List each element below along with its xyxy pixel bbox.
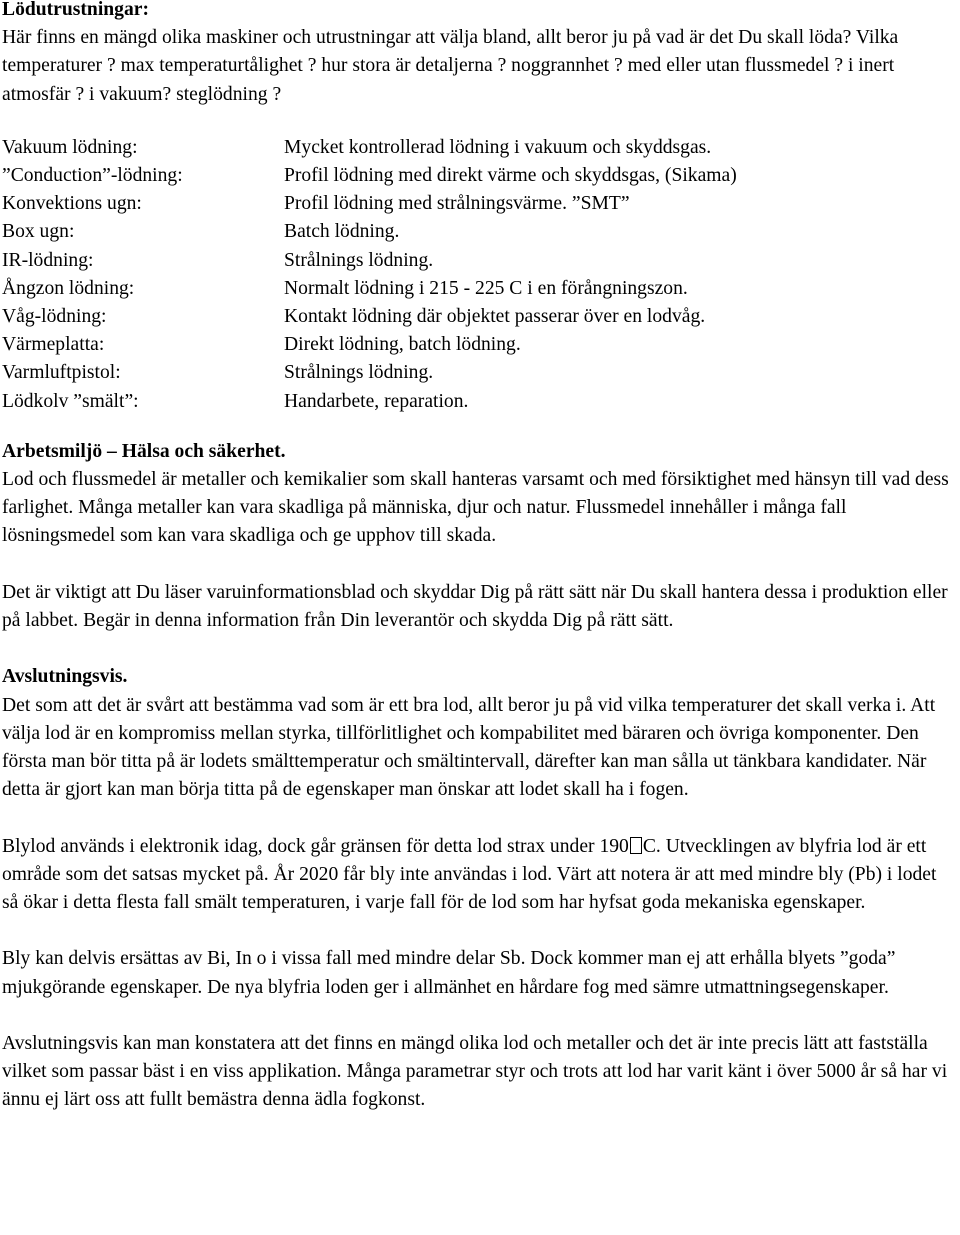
conclusion-paragraph-2 <box>2 833 957 918</box>
intro-text: Här finns en mängd olika maskiner och utrustningar att välja bland, allt beror ju på vad är det Du skall löda? Vilka temperaturer ? max temperaturtålighet ? hur stora är detaljerna ? noggrannhet ? med eller utan flussmedel ? i inert atmosfär ? i vakuum? steglödning ? <box>2 27 899 105</box>
method-term: Box ugn: <box>2 221 75 243</box>
method-desc: Batch lödning. <box>284 221 400 243</box>
intro-heading: Lödutrustningar: <box>2 0 149 20</box>
method-term: ”Conduction”-lödning: <box>2 165 183 187</box>
method-desc: Handarbete, reparation. <box>284 390 469 412</box>
method-desc: Normalt lödning i 215 - 225 C i en förångningszon. <box>284 277 688 299</box>
conclusion-paragraph-2-part-2: C. Utvecklingen av blyfria lod är ett område som det satsas mycket på. År 2020 får bly inte användas i lod. Värt att notera är att med mindre bly (Pb) i lodet så ökar i detta flesta fall smält temperaturen, i varje fall för de lod som har hyfsat goda mekaniska egenskaper. <box>2 835 937 914</box>
method-term: Värmeplatta: <box>2 334 105 356</box>
method-desc: Direkt lödning, batch lödning. <box>284 334 521 356</box>
method-term: Konvektions ugn: <box>2 193 142 215</box>
method-desc: Kontakt lödning där objektet passerar över en lodvåg. <box>284 306 706 328</box>
conclusion-paragraph-4: Avslutningsvis kan man konstatera att det finns en mängd olika lod och metaller och det är inte precis lätt att fastställa vilket som passar bäst i en viss applikation. Många parametrar styr och trots att lod har varit känt i över 5000 år så har vi ännu ej lärt oss att fullt bemästra denna ädla fogkonst. <box>2 1033 948 1111</box>
method-desc: Strålnings lödning. <box>284 362 434 384</box>
methods-table <box>2 134 957 416</box>
health-section <box>2 438 957 635</box>
method-term: Varmluftpistol: <box>2 362 121 384</box>
missing-glyph-icon <box>630 837 642 854</box>
method-term: IR-lödning: <box>2 249 94 271</box>
method-term: Våg-lödning: <box>2 306 107 328</box>
conclusion-heading: Avslutningsvis. <box>2 666 128 688</box>
conclusion-paragraph-2-part-1: Blylod används i elektronik idag, dock går gränsen för detta lod strax under 190 <box>2 835 629 857</box>
method-desc: Mycket kontrollerad lödning i vakuum och skyddsgas. <box>284 136 712 158</box>
conclusion-paragraph-1: Det som att det är svårt att bestämma vad som är ett bra lod, allt beror ju på vid vilka temperaturer det skall verka i. Att välja lod är en kompromiss mellan styrka, tillförlitlighet och kompabilitet med bäraren och övriga komponenter. Den första man bör titta på är lodets smälttemperatur och smältintervall, därefter kan man sålla ut tänkbara kandidater. När detta är gjort kan man börja titta på de egenskaper man önskar att lodet skall ha i fogen. <box>2 694 936 801</box>
method-desc: Profil lödning med strålningsvärme. ”SMT” <box>284 193 630 215</box>
conclusion-paragraph-3: Bly kan delvis ersättas av Bi, In o i vissa fall med mindre delar Sb. Dock kommer man ej att erhålla blyets ”goda” mjukgörande egenskaper. De nya blyfria loden ger i allmänhet en hårdare fog med sämre utmattningsegenskaper. <box>2 948 896 998</box>
intro-section <box>2 0 957 109</box>
conclusion-section <box>2 663 957 1114</box>
health-paragraph-1: Lod och flussmedel är metaller och kemikalier som skall hanteras varsamt och med försiktighet med hänsyn till vad dess farlighet. Många metaller kan vara skadliga på människa, djur och natur. Flussmedel innehåller i många fall lösningsmedel som kan vara skadliga och ge upphov till skada. <box>2 469 949 547</box>
method-desc: Strålnings lödning. <box>284 249 434 271</box>
health-paragraph-2: Det är viktigt att Du läser varuinformationsblad och skyddar Dig på rätt sätt när Du skall hantera dessa i produktion eller på labbet. Begär in denna information från Din leverantör och skydda Dig på rätt sätt. <box>2 581 948 632</box>
method-desc: Profil lödning med direkt värme och skyddsgas, (Sikama) <box>284 165 737 187</box>
method-term: Ångzon lödning: <box>2 277 135 299</box>
method-term: Vakuum lödning: <box>2 136 138 158</box>
method-term: Lödkolv ”smält”: <box>2 390 139 412</box>
health-heading: Arbetsmiljö – Hälsa och säkerhet. <box>2 440 286 462</box>
